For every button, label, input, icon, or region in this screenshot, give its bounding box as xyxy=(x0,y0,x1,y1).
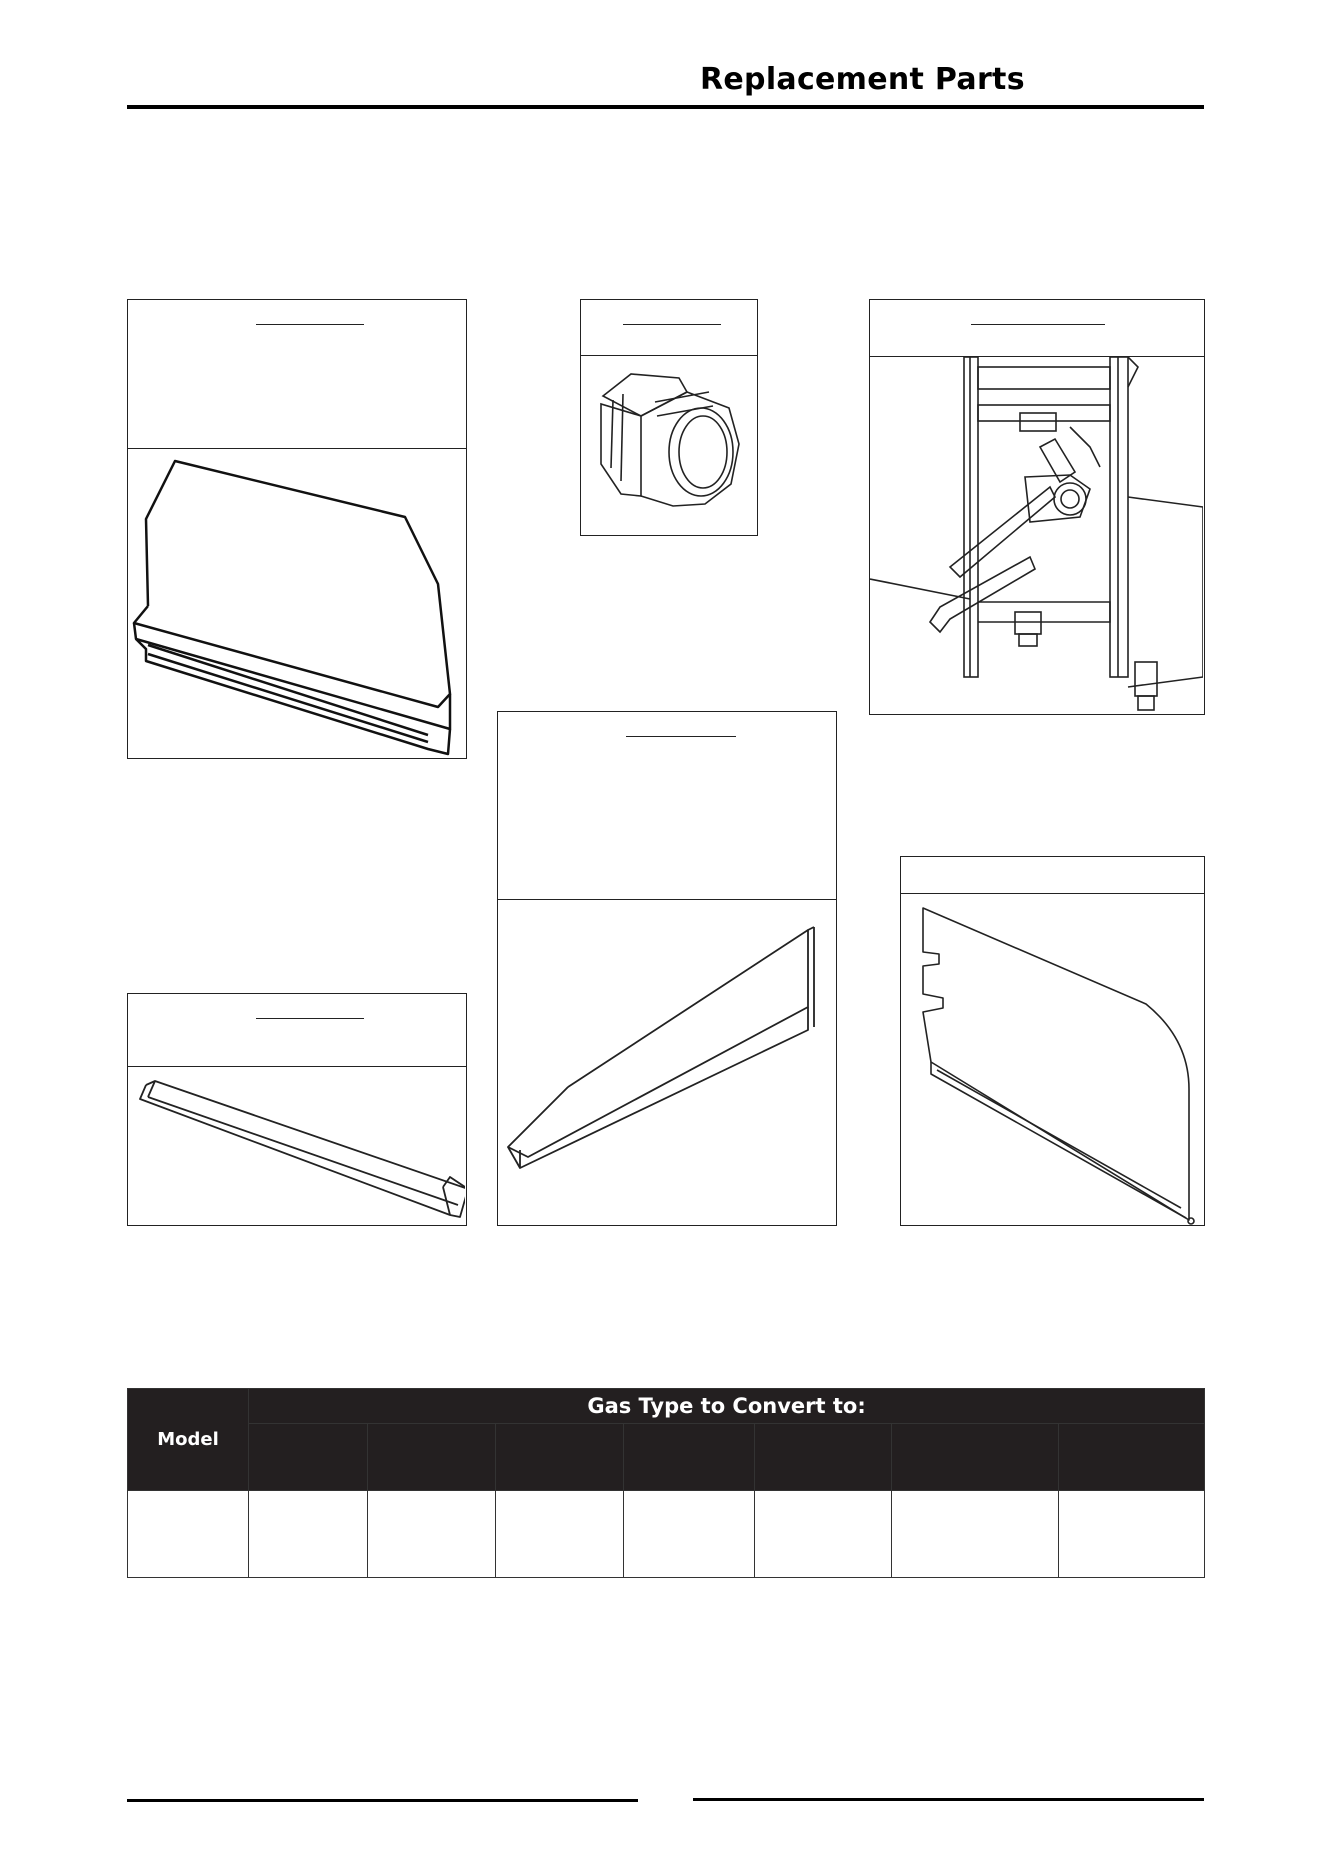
valve-illustration xyxy=(870,357,1203,715)
part-panel-rear-shield xyxy=(497,711,837,1226)
table-cell xyxy=(496,1491,624,1578)
part-panel-angle-strip xyxy=(127,993,467,1226)
rear-shield-illustration xyxy=(498,900,835,1226)
table-cell xyxy=(249,1491,368,1578)
part-panel-header xyxy=(901,857,1204,894)
side-shield-illustration xyxy=(901,894,1203,1226)
part-panel-header xyxy=(870,300,1204,357)
part-panel-header xyxy=(128,300,466,449)
table-column-header xyxy=(892,1424,1059,1491)
table-header-model: Model xyxy=(128,1389,249,1491)
table-header-gas-type: Gas Type to Convert to: xyxy=(249,1389,1205,1424)
table-column-header xyxy=(755,1424,892,1491)
splashback-illustration xyxy=(128,449,465,758)
table-cell xyxy=(624,1491,755,1578)
table-column-header xyxy=(1059,1424,1205,1491)
table-column-header xyxy=(624,1424,755,1491)
table-cell xyxy=(1059,1491,1205,1578)
table-cell xyxy=(755,1491,892,1578)
table-row xyxy=(128,1491,1205,1578)
fitting-illustration xyxy=(581,356,756,536)
footer-rule-left xyxy=(127,1799,638,1802)
part-panel-fitting xyxy=(580,299,758,536)
footer-rule-right xyxy=(693,1798,1204,1801)
table-cell xyxy=(892,1491,1059,1578)
part-panel-side-shield xyxy=(900,856,1205,1226)
part-panel-header xyxy=(581,300,757,356)
title-divider xyxy=(127,105,1204,109)
part-panel-valve xyxy=(869,299,1205,715)
table-cell xyxy=(128,1491,249,1578)
angle-strip-illustration xyxy=(128,1067,465,1227)
table-column-header xyxy=(368,1424,496,1491)
page-title: Replacement Parts xyxy=(700,62,1025,97)
part-panel-header xyxy=(128,994,466,1067)
part-panel-splashback xyxy=(127,299,467,759)
table-cell xyxy=(368,1491,496,1578)
gas-conversion-table xyxy=(127,1388,1205,1578)
part-panel-header xyxy=(498,712,836,900)
table-column-header xyxy=(496,1424,624,1491)
table-column-header xyxy=(249,1424,368,1491)
